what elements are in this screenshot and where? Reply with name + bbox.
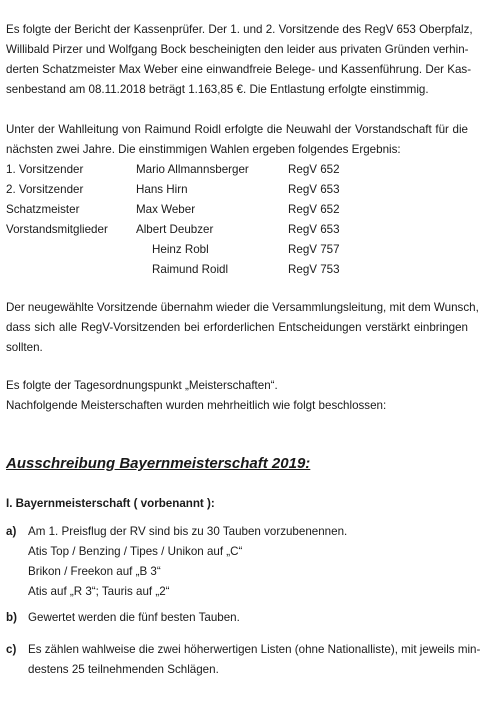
item-text bbox=[28, 640, 480, 680]
text-line: derten Schatzmeister Max Weber eine einwandfreie Belege- und Kassenführung. Der Kas- bbox=[6, 63, 472, 76]
table-row bbox=[6, 160, 468, 180]
text-line: Der neugewählte Vorsitzende übernahm wieder die Versammlungsleitung, mit dem Wunsch, bbox=[6, 301, 479, 314]
text-line: Willibald Pirzer und Wolfgang Bock bescheinigten den leider aus privaten Gründen verhin- bbox=[6, 43, 469, 56]
text-line: Atis Top / Benzing / Tipes / Unikon auf „C“ bbox=[28, 545, 243, 558]
role-cell: 2. Vorsitzender bbox=[6, 183, 84, 196]
name-cell: Albert Deubzer bbox=[136, 223, 214, 236]
text-line: nächsten zwei Jahre. Die einstimmigen Wahlen ergeben folgendes Ergebnis: bbox=[6, 143, 401, 156]
item-label: a) bbox=[6, 525, 17, 538]
text-line: senbestand am 08.11.2018 beträgt 1.163,85 €. Die Entlastung erfolgte einstimmig. bbox=[6, 83, 429, 96]
regv-cell: RegV 653 bbox=[288, 183, 340, 196]
table-row bbox=[6, 260, 468, 280]
regv-cell: RegV 653 bbox=[288, 223, 340, 236]
regv-cell: RegV 652 bbox=[288, 203, 340, 216]
text-line: Es folgte der Bericht der Kassenprüfer. Der 1. und 2. Vorsitzende des RegV 653 Oberpfalz, bbox=[6, 23, 473, 36]
text-line: Es folgte der Tagesordnungspunkt „Meisterschaften“. bbox=[6, 379, 278, 392]
text-line: sollten. bbox=[6, 341, 43, 354]
text-line: Atis auf „R 3“; Tauris auf „2“ bbox=[28, 585, 170, 598]
table-row bbox=[6, 180, 468, 200]
regv-cell: RegV 753 bbox=[288, 263, 340, 276]
text-line: Unter der Wahlleitung von Raimund Roidl erfolgte die Neuwahl der Vorstandschaft für die bbox=[6, 123, 468, 136]
name-cell: Heinz Robl bbox=[152, 243, 209, 256]
role-cell: 1. Vorsitzender bbox=[6, 163, 84, 176]
name-cell: Raimund Roidl bbox=[152, 263, 229, 276]
table-row bbox=[6, 200, 468, 220]
name-cell: Mario Allmannsberger bbox=[136, 163, 249, 176]
regv-cell: RegV 757 bbox=[288, 243, 340, 256]
text-line: Gewertet werden die fünf besten Tauben. bbox=[28, 611, 240, 624]
new-chair-paragraph bbox=[6, 298, 479, 358]
name-cell: Hans Hirn bbox=[136, 183, 188, 196]
treasurer-report-paragraph bbox=[6, 20, 473, 100]
section-heading: Ausschreibung Bayernmeisterschaft 2019: bbox=[6, 455, 311, 472]
role-cell: Schatzmeister bbox=[6, 203, 80, 216]
item-label: c) bbox=[6, 643, 17, 656]
role-cell: Vorstandsmitglieder bbox=[6, 223, 108, 236]
subsection-heading: I. Bayernmeisterschaft ( vorbenannt ): bbox=[6, 497, 215, 510]
regv-cell: RegV 652 bbox=[288, 163, 340, 176]
election-intro-paragraph bbox=[6, 120, 468, 160]
name-cell: Max Weber bbox=[136, 203, 196, 216]
text-line: dass sich alle RegV-Vorsitzenden bei erforderlichen Entscheidungen verstärkt einbringen bbox=[6, 321, 468, 334]
championships-paragraph bbox=[6, 376, 468, 416]
text-line: Es zählen wahlweise die zwei höherwertigen Listen (ohne Nationalliste), mit jeweils min- bbox=[28, 643, 480, 656]
text-line: destens 25 teilnehmenden Schlägen. bbox=[28, 663, 219, 676]
text-line: Am 1. Preisflug der RV sind bis zu 30 Tauben vorzubenennen. bbox=[28, 525, 348, 538]
item-text bbox=[28, 522, 468, 602]
table-row bbox=[6, 220, 468, 240]
table-row bbox=[6, 240, 468, 260]
election-results-table bbox=[6, 160, 468, 280]
item-label: b) bbox=[6, 611, 17, 624]
item-text bbox=[28, 608, 468, 628]
text-line: Brikon / Freekon auf „B 3“ bbox=[28, 565, 161, 578]
text-line: Nachfolgende Meisterschaften wurden mehrheitlich wie folgt beschlossen: bbox=[6, 399, 387, 412]
